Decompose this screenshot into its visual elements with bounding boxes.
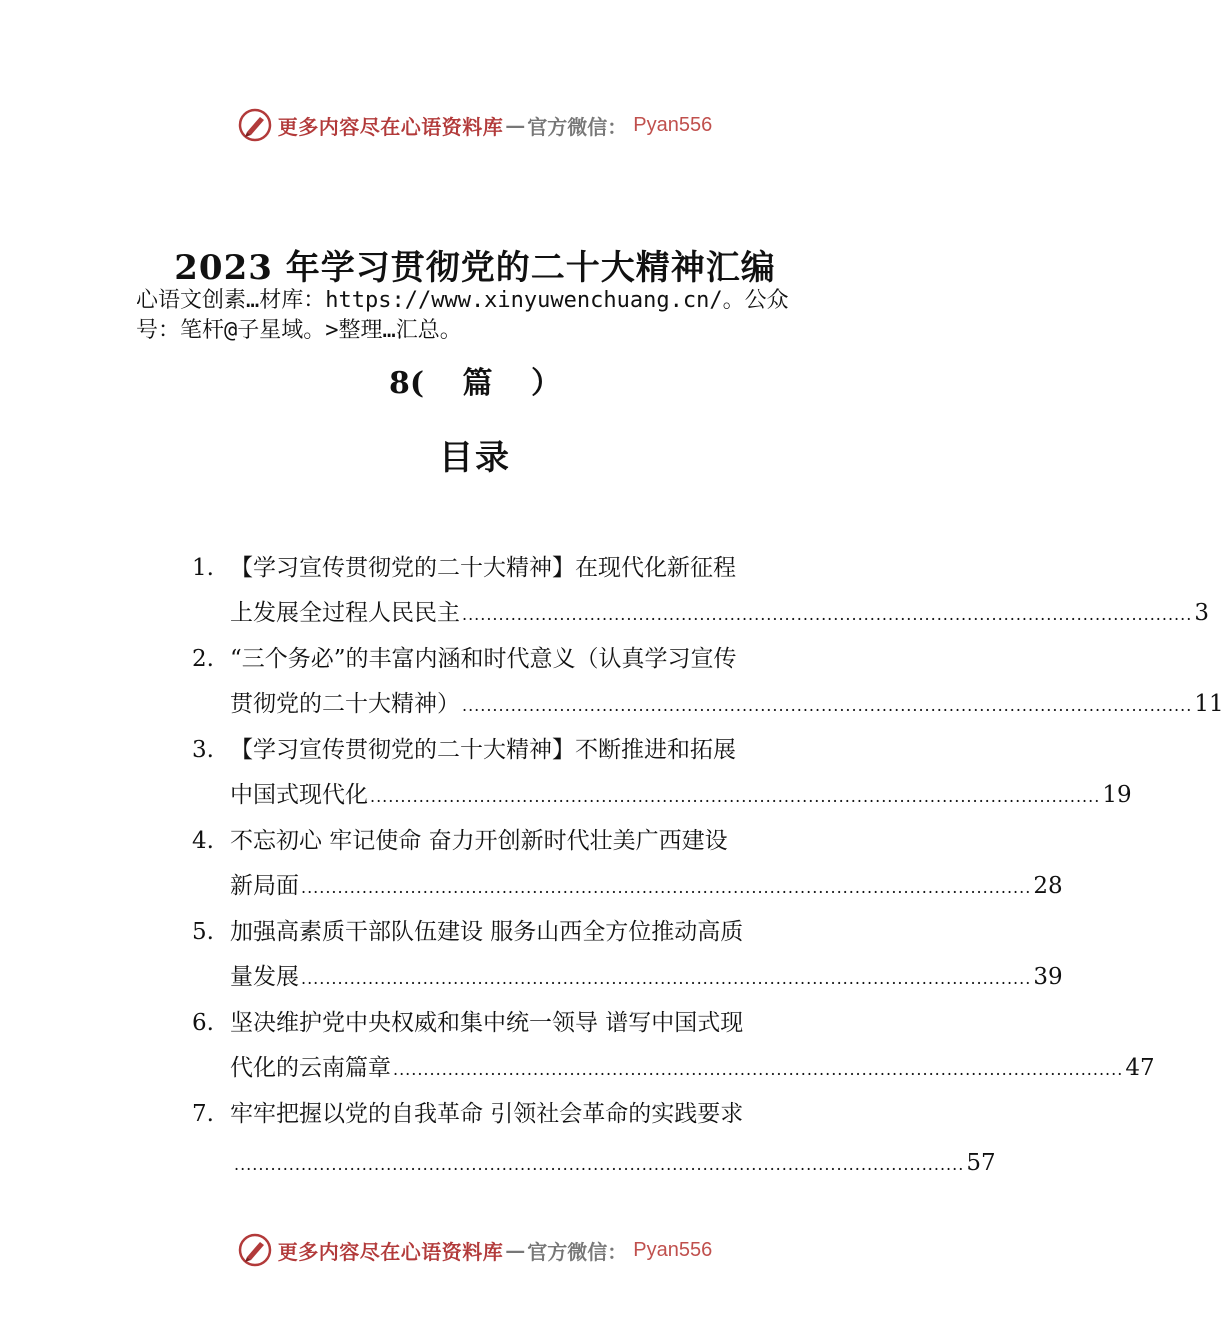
toc-title-line-1: 牢牢把握以党的自我革命 引领社会革命的实践要求: [230, 1101, 744, 1127]
toc-page-number: 47: [1125, 1055, 1155, 1081]
toc-page-number: 19: [1102, 782, 1132, 808]
banner-wechat-id: Pyan556: [633, 113, 713, 136]
toc-title-line-1: 【学习宣传贯彻党的二十大精神】在现代化新征程: [230, 555, 736, 581]
banner-wechat-id: Pyan556: [633, 1238, 713, 1261]
toc-page-number: 3: [1194, 600, 1209, 626]
source-line-2: 号：笔杆@子星域。>整理…汇总。: [136, 318, 462, 343]
banner-dash: —: [505, 1238, 526, 1262]
toc-title-line-2: 代化的云南篇章: [230, 1055, 391, 1081]
toc-item-6[interactable]: [192, 1001, 1155, 1092]
toc-title-line-1: 坚决维护党中央权威和集中统一领导 谱写中国式现: [230, 1010, 744, 1036]
toc-number: 1.: [192, 555, 214, 581]
banner-dash: —: [505, 113, 526, 137]
toc-item-1[interactable]: [192, 546, 1209, 637]
toc-page-number: 11: [1194, 691, 1224, 717]
toc-number: 4.: [192, 828, 214, 854]
toc-number: 5.: [192, 919, 214, 945]
toc-title-line-2: 中国式现代化: [230, 782, 368, 808]
toc-title-line-2: 新局面: [230, 873, 299, 899]
document-title: 2023 年学习贯彻党的二十大精神汇编: [174, 248, 776, 288]
banner-wechat-label: 官方微信：: [527, 114, 628, 139]
toc-item-7[interactable]: [192, 1092, 996, 1187]
banner-text: 更多内容尽在心语资料库: [277, 114, 504, 139]
toc-number: 7.: [192, 1101, 214, 1127]
toc-leader-dots: ........................................................................................................................: [462, 605, 1193, 624]
toc-leader-dots: ........................................................................................................................: [234, 1155, 965, 1174]
banner-wechat-label: 官方微信：: [527, 1239, 628, 1264]
toc-leader-dots: ........................................................................................................................: [370, 787, 1101, 806]
toc-page-number: 28: [1033, 873, 1063, 899]
toc-title-line-2: 上发展全过程人民民主: [230, 600, 460, 626]
source-line-1: 心语文创素…材库：https://www.xinyuwenchuang.cn/。公众: [136, 288, 789, 313]
source-note: [136, 286, 836, 346]
toc-page-number: 57: [966, 1150, 996, 1176]
banner-text: 更多内容尽在心语资料库: [277, 1239, 504, 1264]
toc-leader-dots: ........................................................................................................................: [393, 1060, 1124, 1079]
toc-number: 6.: [192, 1010, 214, 1036]
pen-logo-icon: [238, 1233, 272, 1267]
toc-number: 2.: [192, 646, 214, 672]
header-banner: [0, 108, 950, 142]
footer-banner: [0, 1233, 950, 1267]
toc-item-2[interactable]: [192, 637, 1224, 728]
toc-title-line-2: 量发展: [230, 964, 299, 990]
toc-page-number: 39: [1033, 964, 1063, 990]
toc-item-3[interactable]: [192, 728, 1132, 819]
toc-heading: 目录: [439, 438, 511, 478]
toc-leader-dots: ........................................................................................................................: [301, 878, 1032, 897]
toc-title-line-1: 不忘初心 牢记使命 奋力开创新时代壮美广西建设: [230, 828, 728, 854]
toc-leader-dots: ........................................................................................................................: [462, 696, 1193, 715]
toc-leader-dots: ........................................................................................................................: [301, 969, 1032, 988]
toc-title-line-1: 【学习宣传贯彻党的二十大精神】不断推进和拓展: [230, 737, 736, 763]
toc-title-line-1: 加强高素质干部队伍建设 服务山西全方位推动高质: [230, 919, 744, 945]
pen-logo-icon: [238, 108, 272, 142]
toc-item-4[interactable]: [192, 819, 1063, 910]
toc-number: 3.: [192, 737, 214, 763]
toc-title-line-2: 贯彻党的二十大精神）: [230, 691, 460, 717]
article-count: 8( 篇 ）: [389, 366, 561, 401]
table-of-contents: [192, 546, 1224, 1187]
toc-title-line-1: “三个务必”的丰富内涵和时代意义（认真学习宣传: [230, 646, 737, 672]
toc-item-5[interactable]: [192, 910, 1063, 1001]
